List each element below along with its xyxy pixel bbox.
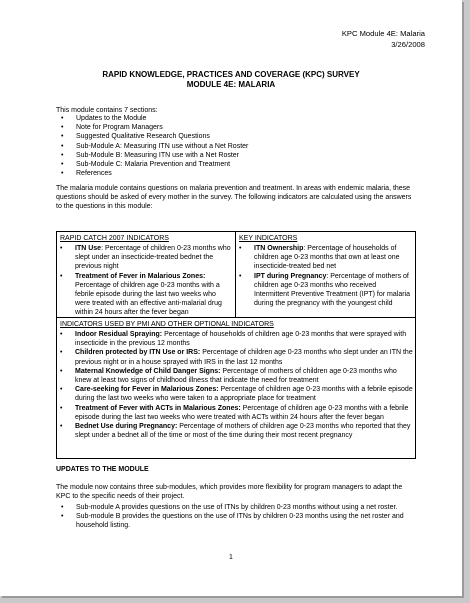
indicator-desc: Percentage of children age 0-23 months with a febrile episode during the last two weeks who were taken to a appropriate place for treatment xyxy=(75,386,413,403)
list-item xyxy=(59,385,413,403)
list-item: • Sub-Module B: Measuring ITN use with a Net Roster xyxy=(60,151,400,160)
rapid-catch-heading: RAPID CATCH 2007 INDICATORS xyxy=(60,235,169,242)
indicator-term: Treatment of Fever in Malarious Zones: xyxy=(75,272,206,280)
key-indicators-list xyxy=(238,244,413,308)
indicator-term: Care-seeking for Fever in Malarious Zones: xyxy=(75,386,219,394)
indicator-desc: Percentage of households of children age 0-23 months that were sprayed with insecticide in the previous 12 months xyxy=(75,331,407,348)
table-divider-vertical xyxy=(235,232,236,318)
description-paragraph: The malaria module contains questions on malaria prevention and treatment. In areas with endemic malaria, these questions should be asked of every mother in the survey. The following indicators are calculated using the answers to the questions in this module: xyxy=(56,185,412,210)
updates-paragraph: The module now contains three sub-modules, which provides more flexibility for program managers to adapt the KPC to the specific needs of their project. xyxy=(56,484,403,500)
list-item xyxy=(59,348,413,366)
document-title xyxy=(0,70,462,90)
rapid-catch-list xyxy=(59,244,231,318)
indicator-desc: Percentage of mothers of children age 0-23 months who reported that they slept under a bednet all of the time or most of the time during their most recent pregnancy xyxy=(75,423,411,440)
indicator-desc: : Percentage of children 0-23 months who slept under an insecticide-treated bednet the previous night xyxy=(75,245,231,271)
title-line-1: RAPID KNOWLEDGE, PRACTICES AND COVERAGE (KPC) SURVEY xyxy=(102,70,360,79)
optional-indicators-list xyxy=(59,330,413,440)
indicator-desc: : Percentage of mothers of children age 0-23 months who received Intermittent Preventive Treatment (IPT) for malaria during the pregnancy with the youngest child xyxy=(254,272,410,308)
title-line-2: MODULE 4E: MALARIA xyxy=(186,80,276,89)
list-item xyxy=(238,272,413,309)
indicator-term: Children protected by ITN Use or IRS: xyxy=(75,349,201,357)
list-item xyxy=(59,330,413,348)
indicator-table xyxy=(56,231,416,459)
section-list xyxy=(60,114,400,178)
list-item xyxy=(59,272,231,318)
indicator-term: Treatment of Fever with ACTs in Malarious Zones: xyxy=(75,404,241,412)
list-item xyxy=(59,244,231,272)
list-item: • References xyxy=(60,169,400,178)
running-header xyxy=(342,28,425,50)
page-number: 1 xyxy=(229,554,233,561)
updates-heading: UPDATES TO THE MODULE xyxy=(56,466,149,473)
indicator-term: ITN Ownership xyxy=(254,245,304,252)
indicator-desc: Percentage of children age 0-23 months with a febrile episode during the last two weeks who were treated with ACTs within 24 hours after the fever began xyxy=(75,404,409,421)
indicator-desc: Percentage of children age 0-23 months who slept under an ITN the previous night or in a house sprayed with IRS in the last 12 months xyxy=(75,349,413,366)
indicator-term: Indoor Residual Spraying: xyxy=(75,331,163,338)
indicator-term: ITN Use xyxy=(75,245,102,252)
list-item: • Suggested Qualitative Research Questions xyxy=(60,132,400,141)
indicator-desc: Percentage of children age 0-23 months with a febrile episode during the last two weeks who were treated with an effective anti-malarial drug within 24 hours after the fever began xyxy=(75,281,222,317)
intro-text: This module contains 7 sections: xyxy=(56,107,158,114)
list-item xyxy=(59,422,413,440)
list-item xyxy=(238,244,413,272)
list-item: • Updates to the Module xyxy=(60,114,400,123)
header-date: 3/26/2008 xyxy=(391,40,425,49)
list-item: • Sub-module A provides questions on the use of ITNs by children 0-23 months without using a net roster. xyxy=(60,503,416,512)
optional-indicators-heading: INDICATORS USED BY PMI AND OTHER OPTIONAL INDICATORS xyxy=(60,321,274,328)
list-item: • Sub-module B provides the questions on the use of ITNs by children 0-23 months using the net roster and household listing. xyxy=(60,512,416,530)
list-item: • Sub-Module C: Malaria Prevention and Treatment xyxy=(60,160,400,169)
updates-list xyxy=(60,503,416,530)
list-item xyxy=(59,367,413,385)
list-item: • Note for Program Managers xyxy=(60,123,400,132)
indicator-term: IPT during Pregnancy xyxy=(254,272,327,280)
indicator-desc: Percentage of mothers of children age 0-23 months who knew at least two signs of childhood illness that indicate the need for treatment xyxy=(75,367,397,385)
indicator-term: Bednet Use during Pregnancy: xyxy=(75,423,178,431)
list-item xyxy=(59,404,413,422)
indicator-term: Maternal Knowledge of Child Danger Signs: xyxy=(75,367,221,375)
header-module: KPC Module 4E: Malaria xyxy=(341,29,425,38)
indicator-desc: : Percentage of households of children age 0-23 months that own at least one insecticide-treated bed net xyxy=(254,245,400,271)
key-indicators-heading: KEY INDICATORS xyxy=(239,235,298,242)
list-item: • Sub-Module A: Measuring ITN use without a Net Roster xyxy=(60,142,400,151)
